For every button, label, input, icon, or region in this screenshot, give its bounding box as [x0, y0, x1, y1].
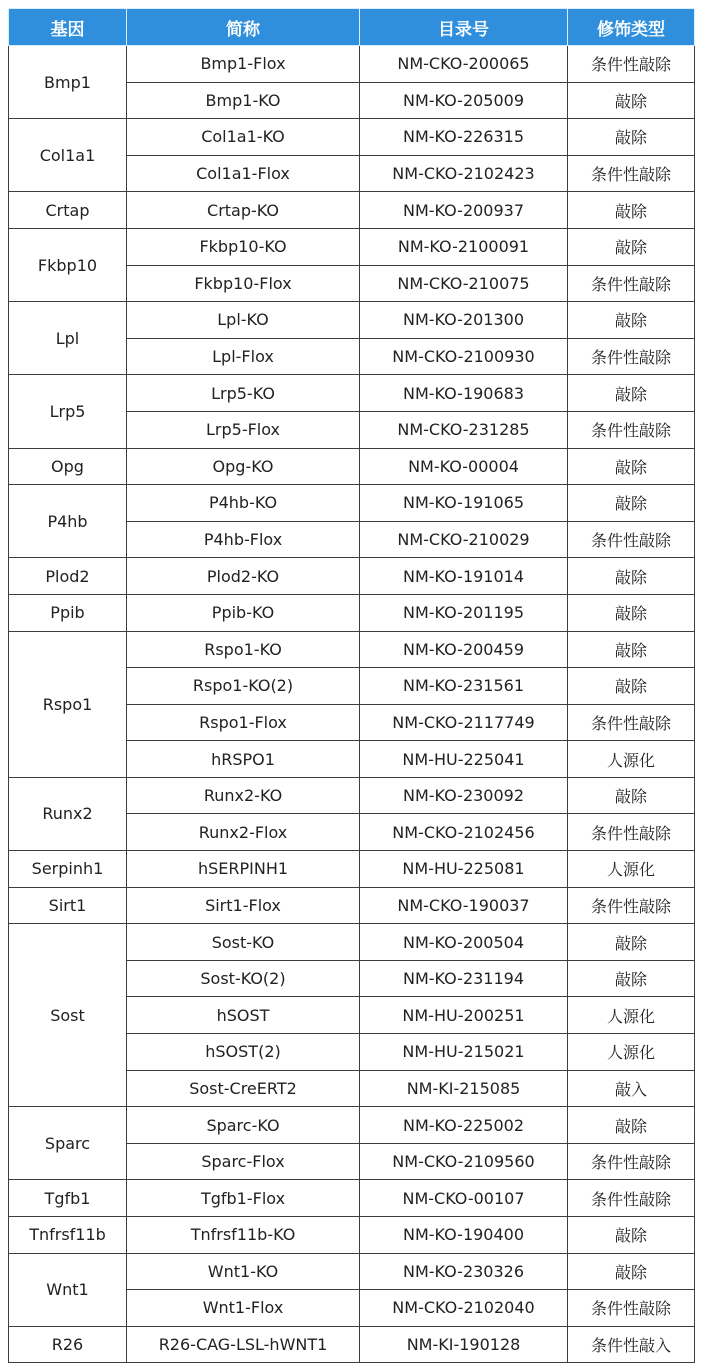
table-row — [9, 375, 695, 412]
modification-type-cell: 条件性敲除 — [568, 704, 695, 741]
modification-type-cell: 敲除 — [568, 119, 695, 156]
abbreviation-cell: Lpl-Flox — [127, 338, 360, 375]
abbreviation-cell: Bmp1-KO — [127, 82, 360, 119]
gene-cell: Ppib — [9, 594, 127, 631]
catalog-number-cell: NM-CKO-200065 — [360, 46, 568, 83]
gene-cell: Sost — [9, 924, 127, 1107]
table-row — [9, 558, 695, 595]
catalog-number-cell: NM-CKO-210029 — [360, 521, 568, 558]
modification-type-cell: 人源化 — [568, 741, 695, 778]
table-row — [9, 1180, 695, 1217]
table-header-row — [9, 9, 695, 46]
gene-cell: Crtap — [9, 192, 127, 229]
modification-type-cell: 敲除 — [568, 960, 695, 997]
catalog-number-cell: NM-KO-230092 — [360, 777, 568, 814]
modification-type-cell: 敲除 — [568, 302, 695, 339]
catalog-number-cell: NM-KI-190128 — [360, 1326, 568, 1363]
abbreviation-cell: Fkbp10-KO — [127, 228, 360, 265]
modification-type-cell: 人源化 — [568, 851, 695, 888]
table-row — [9, 302, 695, 339]
abbreviation-cell: Runx2-Flox — [127, 814, 360, 851]
modification-type-cell: 敲除 — [568, 777, 695, 814]
abbreviation-cell: Wnt1-Flox — [127, 1290, 360, 1327]
abbreviation-cell: Sost-CreERT2 — [127, 1070, 360, 1107]
abbreviation-cell: Rspo1-KO — [127, 631, 360, 668]
modification-type-cell: 敲除 — [568, 82, 695, 119]
catalog-number-cell: NM-KO-190400 — [360, 1217, 568, 1254]
table-row — [9, 924, 695, 961]
gene-cell: Tnfrsf11b — [9, 1217, 127, 1254]
modification-type-cell: 条件性敲除 — [568, 1143, 695, 1180]
modification-type-cell: 条件性敲除 — [568, 814, 695, 851]
table-row — [9, 631, 695, 668]
catalog-number-cell: NM-CKO-2102456 — [360, 814, 568, 851]
catalog-number-cell: NM-KO-201195 — [360, 594, 568, 631]
catalog-number-cell: NM-CKO-231285 — [360, 411, 568, 448]
gene-cell: Fkbp10 — [9, 228, 127, 301]
abbreviation-cell: Rspo1-KO(2) — [127, 668, 360, 705]
abbreviation-cell: Tnfrsf11b-KO — [127, 1217, 360, 1254]
header-abbreviation: 简称 — [127, 9, 360, 46]
catalog-number-cell: NM-CKO-2102423 — [360, 155, 568, 192]
abbreviation-cell: Sparc-KO — [127, 1107, 360, 1144]
catalog-number-cell: NM-KO-230326 — [360, 1253, 568, 1290]
modification-type-cell: 条件性敲除 — [568, 46, 695, 83]
gene-cell: Lrp5 — [9, 375, 127, 448]
catalog-number-cell: NM-KO-231561 — [360, 668, 568, 705]
catalog-number-cell: NM-KO-225002 — [360, 1107, 568, 1144]
abbreviation-cell: P4hb-KO — [127, 485, 360, 522]
catalog-number-cell: NM-HU-215021 — [360, 1034, 568, 1071]
catalog-number-cell: NM-KO-200937 — [360, 192, 568, 229]
gene-cell: Serpinh1 — [9, 851, 127, 888]
abbreviation-cell: Ppib-KO — [127, 594, 360, 631]
modification-type-cell: 人源化 — [568, 1034, 695, 1071]
table-row — [9, 1107, 695, 1144]
table-row — [9, 851, 695, 888]
modification-type-cell: 条件性敲除 — [568, 521, 695, 558]
abbreviation-cell: Lrp5-Flox — [127, 411, 360, 448]
modification-type-cell: 条件性敲入 — [568, 1326, 695, 1363]
catalog-number-cell: NM-KO-205009 — [360, 82, 568, 119]
abbreviation-cell: Opg-KO — [127, 448, 360, 485]
gene-cell: Bmp1 — [9, 46, 127, 119]
abbreviation-cell: Plod2-KO — [127, 558, 360, 595]
gene-cell: Plod2 — [9, 558, 127, 595]
catalog-number-cell: NM-CKO-2102040 — [360, 1290, 568, 1327]
gene-cell: Sirt1 — [9, 887, 127, 924]
modification-type-cell: 敲除 — [568, 1107, 695, 1144]
gene-cell: Sparc — [9, 1107, 127, 1180]
catalog-number-cell: NM-HU-200251 — [360, 997, 568, 1034]
abbreviation-cell: hSOST — [127, 997, 360, 1034]
catalog-number-cell: NM-HU-225081 — [360, 851, 568, 888]
header-gene: 基因 — [9, 9, 127, 46]
modification-type-cell: 敲除 — [568, 668, 695, 705]
abbreviation-cell: Lpl-KO — [127, 302, 360, 339]
catalog-number-cell: NM-KO-2100091 — [360, 228, 568, 265]
gene-cell: P4hb — [9, 485, 127, 558]
gene-cell: Wnt1 — [9, 1253, 127, 1326]
gene-cell: Rspo1 — [9, 631, 127, 777]
abbreviation-cell: Sparc-Flox — [127, 1143, 360, 1180]
modification-type-cell: 敲除 — [568, 228, 695, 265]
abbreviation-cell: hRSPO1 — [127, 741, 360, 778]
modification-type-cell: 条件性敲除 — [568, 1180, 695, 1217]
modification-type-cell: 条件性敲除 — [568, 411, 695, 448]
modification-type-cell: 条件性敲除 — [568, 1290, 695, 1327]
modification-type-cell: 敲除 — [568, 558, 695, 595]
header-modification-type: 修饰类型 — [568, 9, 695, 46]
catalog-number-cell: NM-CKO-00107 — [360, 1180, 568, 1217]
mouse-model-table — [8, 8, 695, 1363]
gene-cell: Opg — [9, 448, 127, 485]
modification-type-cell: 敲除 — [568, 448, 695, 485]
table-row — [9, 594, 695, 631]
abbreviation-cell: Sirt1-Flox — [127, 887, 360, 924]
abbreviation-cell: Runx2-KO — [127, 777, 360, 814]
gene-cell: Runx2 — [9, 777, 127, 850]
table-row — [9, 1253, 695, 1290]
catalog-number-cell: NM-CKO-210075 — [360, 265, 568, 302]
table-row — [9, 46, 695, 83]
abbreviation-cell: Sost-KO(2) — [127, 960, 360, 997]
modification-type-cell: 敲除 — [568, 485, 695, 522]
catalog-number-cell: NM-KO-190683 — [360, 375, 568, 412]
abbreviation-cell: Bmp1-Flox — [127, 46, 360, 83]
table-row — [9, 192, 695, 229]
modification-type-cell: 敲除 — [568, 924, 695, 961]
abbreviation-cell: Crtap-KO — [127, 192, 360, 229]
catalog-number-cell: NM-KO-00004 — [360, 448, 568, 485]
modification-type-cell: 敲除 — [568, 192, 695, 229]
catalog-number-cell: NM-KO-200504 — [360, 924, 568, 961]
modification-type-cell: 敲入 — [568, 1070, 695, 1107]
abbreviation-cell: Sost-KO — [127, 924, 360, 961]
catalog-number-cell: NM-CKO-2109560 — [360, 1143, 568, 1180]
gene-cell: R26 — [9, 1326, 127, 1363]
abbreviation-cell: P4hb-Flox — [127, 521, 360, 558]
gene-cell: Col1a1 — [9, 119, 127, 192]
abbreviation-cell: Lrp5-KO — [127, 375, 360, 412]
abbreviation-cell: Rspo1-Flox — [127, 704, 360, 741]
abbreviation-cell: hSOST(2) — [127, 1034, 360, 1071]
modification-type-cell: 敲除 — [568, 1253, 695, 1290]
table-row — [9, 228, 695, 265]
model-table-container — [8, 8, 694, 1363]
table-row — [9, 777, 695, 814]
abbreviation-cell: Wnt1-KO — [127, 1253, 360, 1290]
modification-type-cell: 敲除 — [568, 375, 695, 412]
table-row — [9, 1217, 695, 1254]
table-row — [9, 1326, 695, 1363]
modification-type-cell: 敲除 — [568, 1217, 695, 1254]
header-catalog-number: 目录号 — [360, 9, 568, 46]
catalog-number-cell: NM-KO-191065 — [360, 485, 568, 522]
abbreviation-cell: Col1a1-Flox — [127, 155, 360, 192]
modification-type-cell: 条件性敲除 — [568, 887, 695, 924]
abbreviation-cell: Tgfb1-Flox — [127, 1180, 360, 1217]
catalog-number-cell: NM-CKO-2117749 — [360, 704, 568, 741]
modification-type-cell: 敲除 — [568, 631, 695, 668]
modification-type-cell: 条件性敲除 — [568, 265, 695, 302]
modification-type-cell: 人源化 — [568, 997, 695, 1034]
catalog-number-cell: NM-KO-191014 — [360, 558, 568, 595]
modification-type-cell: 条件性敲除 — [568, 338, 695, 375]
modification-type-cell: 条件性敲除 — [568, 155, 695, 192]
gene-cell: Lpl — [9, 302, 127, 375]
catalog-number-cell: NM-KO-226315 — [360, 119, 568, 156]
table-row — [9, 448, 695, 485]
catalog-number-cell: NM-KO-201300 — [360, 302, 568, 339]
abbreviation-cell: hSERPINH1 — [127, 851, 360, 888]
catalog-number-cell: NM-CKO-190037 — [360, 887, 568, 924]
catalog-number-cell: NM-HU-225041 — [360, 741, 568, 778]
catalog-number-cell: NM-KI-215085 — [360, 1070, 568, 1107]
table-row — [9, 887, 695, 924]
catalog-number-cell: NM-CKO-2100930 — [360, 338, 568, 375]
abbreviation-cell: R26-CAG-LSL-hWNT1 — [127, 1326, 360, 1363]
abbreviation-cell: Fkbp10-Flox — [127, 265, 360, 302]
table-body — [9, 46, 695, 1363]
table-row — [9, 119, 695, 156]
table-row — [9, 485, 695, 522]
abbreviation-cell: Col1a1-KO — [127, 119, 360, 156]
catalog-number-cell: NM-KO-200459 — [360, 631, 568, 668]
catalog-number-cell: NM-KO-231194 — [360, 960, 568, 997]
modification-type-cell: 敲除 — [568, 594, 695, 631]
gene-cell: Tgfb1 — [9, 1180, 127, 1217]
